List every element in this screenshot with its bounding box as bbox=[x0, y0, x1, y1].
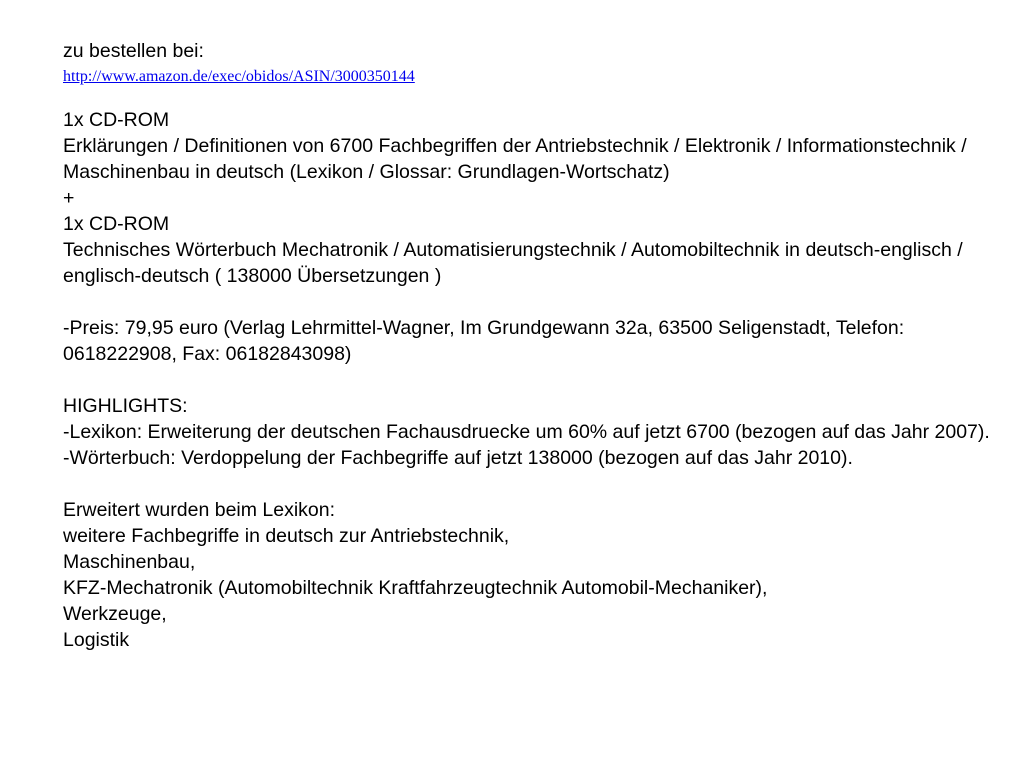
slide-content bbox=[63, 38, 993, 653]
highlights-heading: HIGHLIGHTS: bbox=[63, 395, 188, 417]
product1-description: Erklärungen / Definitionen von 6700 Fachbegriffen der Antriebstechnik / Elektronik / Informationstechnik / Maschinenbau in deutsch (Lexikon / Glossar: Grundlagen-Wortschatz) bbox=[63, 135, 967, 183]
highlight-item-lexikon: -Lexikon: Erweiterung der deutschen Fachausdruecke um 60% auf jetzt 6700 (bezogen auf das Jahr 2007). bbox=[63, 421, 990, 443]
extended-item: KFZ-Mechatronik (Automobiltechnik Kraftfahrzeugtechnik Automobil-Mechaniker), bbox=[63, 577, 768, 599]
spacer bbox=[63, 367, 993, 393]
extended-item: weitere Fachbegriffe in deutsch zur Antriebstechnik, bbox=[63, 525, 510, 547]
extended-item: Logistik bbox=[63, 629, 130, 651]
order-info bbox=[63, 38, 993, 88]
spacer bbox=[63, 289, 993, 315]
order-label: zu bestellen bei: bbox=[63, 40, 204, 62]
extended-item: Maschinenbau, bbox=[63, 551, 196, 573]
extended-heading: Erweitert wurden beim Lexikon: bbox=[63, 499, 336, 521]
extended-item: Werkzeuge, bbox=[63, 603, 167, 625]
product1-title: 1x CD-ROM bbox=[63, 109, 170, 131]
product2-description: Technisches Wörterbuch Mechatronik / Automatisierungstechnik / Automobiltechnik in deutsch-englisch / englisch-deutsch ( 138000 Übersetzungen ) bbox=[63, 239, 963, 287]
price-info: -Preis: 79,95 euro (Verlag Lehrmittel-Wagner, Im Grundgewann 32a, 63500 Seligenstadt, Telefon: 0618222908, Fax: 06182843098) bbox=[63, 317, 905, 365]
plus-sign: + bbox=[63, 187, 75, 209]
spacer bbox=[63, 471, 993, 497]
product2-title: 1x CD-ROM bbox=[63, 213, 170, 235]
amazon-link[interactable]: http://www.amazon.de/exec/obidos/ASIN/3000350144 bbox=[63, 68, 415, 85]
highlight-item-woerterbuch: -Wörterbuch: Verdoppelung der Fachbegriffe auf jetzt 138000 (bezogen auf das Jahr 2010). bbox=[63, 447, 853, 469]
